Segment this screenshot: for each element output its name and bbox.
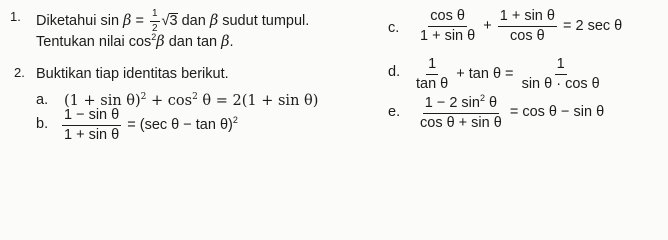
problem-1-number: 1.	[10, 9, 21, 24]
fraction-denominator: 1 + sin θ	[420, 27, 476, 44]
problem-2-number: 2.	[14, 65, 25, 80]
item-b-label: b.	[36, 116, 49, 132]
problem-2-text: Buktikan tiap identitas berikut.	[36, 66, 229, 82]
equals-sign: =	[131, 12, 148, 29]
problem-1-text: Tentukan nilai cos	[36, 33, 152, 50]
expression-part: = cos θ − sin θ	[505, 103, 605, 120]
expression-part: = (sec θ − tan θ)	[123, 117, 233, 133]
problem-1-text: dan	[177, 12, 210, 29]
exponent: 2	[232, 115, 238, 126]
expression-part: 1 − 2 sin	[424, 94, 480, 111]
fraction-numerator	[423, 93, 499, 114]
exponent: 2	[479, 93, 485, 103]
item-b-expression	[60, 107, 238, 143]
fraction-numerator: 1	[150, 8, 160, 22]
item-c-label: c.	[388, 20, 400, 36]
fraction-denominator: cos θ + sin θ	[420, 114, 502, 131]
beta-symbol: β	[209, 12, 219, 29]
item-b-fraction	[62, 107, 121, 143]
fraction-numerator: 1	[555, 56, 567, 75]
problem-1-line-1	[36, 8, 309, 34]
expression-part: (1 + sin θ)	[64, 92, 141, 109]
fraction-numerator: 1 − sin θ	[62, 107, 121, 126]
half-fraction	[150, 8, 160, 34]
item-d-expression	[412, 56, 604, 92]
problem-1-line-2	[36, 32, 234, 51]
expression-part: + tan θ =	[452, 66, 518, 82]
item-a-label: a.	[36, 92, 49, 108]
item-e-label: e.	[388, 104, 401, 120]
problem-1-text: .	[229, 33, 234, 50]
item-c-fraction-1	[418, 8, 477, 44]
exponent: 2	[140, 92, 147, 102]
item-c-fraction-2	[498, 8, 557, 44]
item-d-fraction-1	[414, 56, 450, 92]
expression-part: = 2 sec θ	[558, 18, 623, 34]
fraction-denominator: 1 + sin θ	[64, 126, 120, 143]
problem-1-text: dan tan	[164, 33, 222, 50]
expression-part: + cos	[146, 92, 193, 109]
fraction-denominator: 2	[151, 22, 158, 34]
fraction-numerator: 1 + sin θ	[498, 8, 557, 27]
item-d-fraction-2	[520, 56, 602, 92]
plus-sign: +	[479, 18, 496, 34]
fraction-denominator: tan θ	[416, 75, 449, 92]
item-e-expression	[416, 93, 604, 131]
exponent: 2	[151, 32, 157, 42]
fraction-numerator: cos θ	[428, 8, 467, 27]
expression-part: θ	[484, 94, 498, 111]
item-d-label: d.	[388, 64, 401, 80]
problem-1-text: Diketahui sin	[36, 12, 124, 29]
beta-symbol: β	[156, 33, 165, 50]
exponent: 2	[192, 92, 198, 102]
expression-part: θ = 2(1 + sin θ)	[197, 92, 319, 109]
fraction-denominator: sin θ · cos θ	[521, 75, 600, 92]
beta-symbol: β	[221, 33, 230, 50]
sqrt-radicand: 3	[169, 12, 178, 29]
fraction-numerator: 1	[426, 56, 438, 75]
sqrt-symbol: √	[161, 12, 170, 29]
fraction-denominator: cos θ	[510, 27, 545, 44]
beta-symbol: β	[123, 12, 132, 29]
problem-1-text: sudut tumpul.	[218, 12, 310, 29]
item-c-expression	[416, 8, 622, 44]
item-e-fraction	[418, 93, 504, 131]
